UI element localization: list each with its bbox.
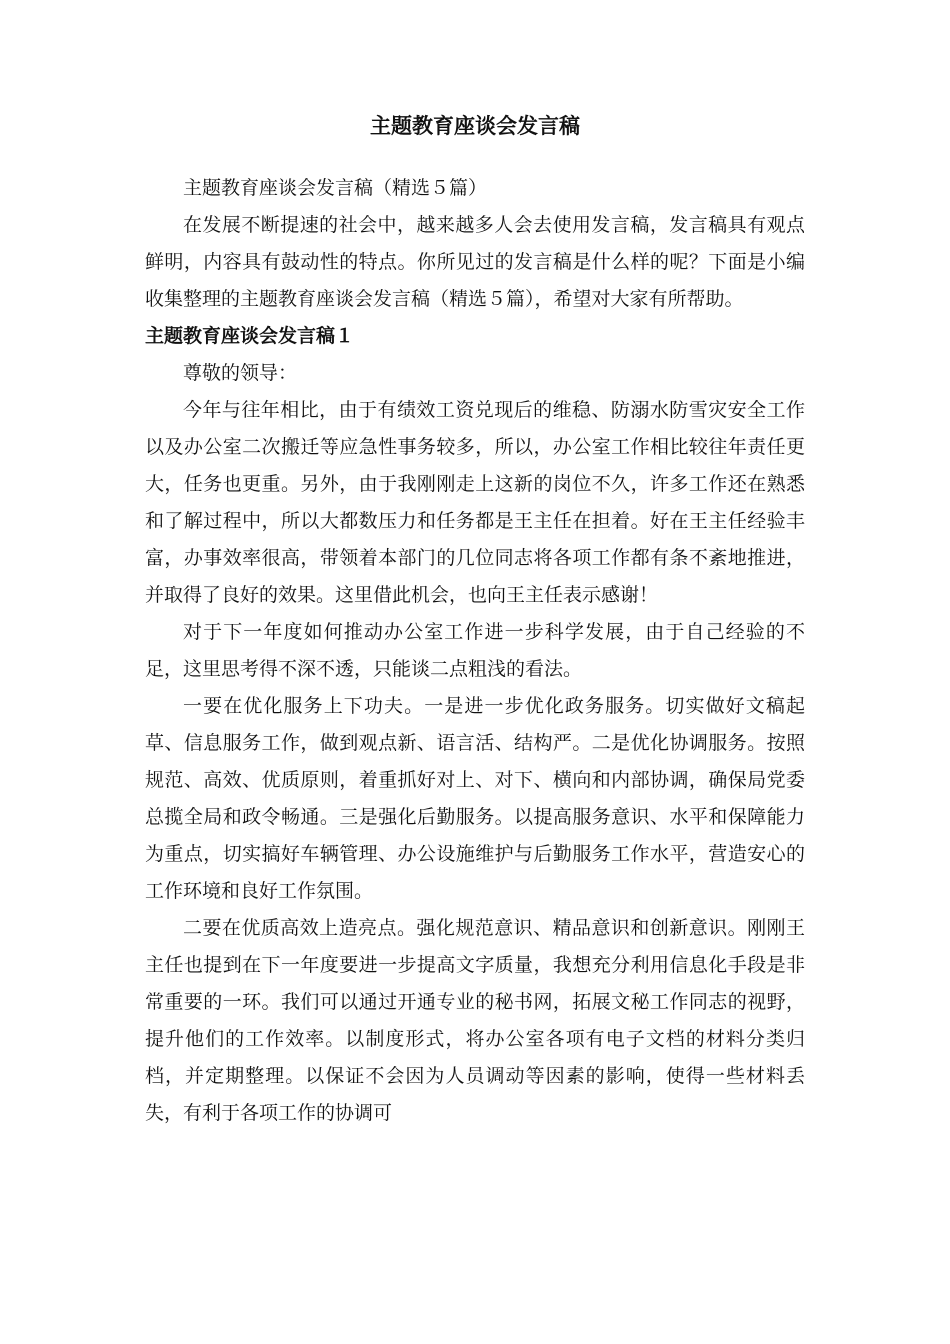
body-paragraph: 对于下一年度如何推动办公室工作进一步科学发展，由于自己经验的不足，这里思考得不深不透，只能谈二点粗浅的看法。 <box>145 621 805 680</box>
body-paragraph: 一要在优化服务上下功夫。一是进一步优化政务服务。切实做好文稿起草、信息服务工作，做到观点新、语言活、结构严。二是优化协调服务。按照规范、高效、优质原则，着重抓好对上、对下、横向和内部协调，确保局党委总揽全局和政令畅通。三是强化后勤服务。以提高服务意识、水平和保障能力为重点，切实搞好车辆管理、办公设施维护与后勤服务工作水平，营造安心的工作环境和良好工作氛围。 <box>145 695 805 902</box>
intro-paragraph: 在发展不断提速的社会中，越来越多人会去使用发言稿，发言稿具有观点鲜明，内容具有鼓动性的特点。你所见过的发言稿是什么样的呢？下面是小编收集整理的主题教育座谈会发言稿（精选５篇），希望对大家有所帮助。 <box>145 214 805 310</box>
body-paragraph: 二要在优质高效上造亮点。强化规范意识、精品意识和创新意识。刚刚王主任也提到在下一年度要进一步提高文字质量，我想充分利用信息化手段是非常重要的一环。我们可以通过开通专业的秘书网，拓展文秘工作同志的视野，提升他们的工作效率。以制度形式，将办公室各项有电子文档的材料分类归档，并定期整理。以保证不会因为人员调动等因素的影响，使得一些材料丢失，有利于各项工作的协调可 <box>145 917 805 1124</box>
body-paragraph: 今年与往年相比，由于有绩效工资兑现后的维稳、防溺水防雪灾安全工作以及办公室二次搬迁等应急性事务较多，所以，办公室工作相比较往年责任更大，任务也更重。另外，由于我刚刚走上这新的岗位不久，许多工作还在熟悉和了解过程中，所以大都数压力和任务都是王主任在担着。好在王主任经验丰富，办事效率很高，带领着本部门的几位同志将各项工作都有条不紊地推进，并取得了良好的效果。这里借此机会，也向王主任表示感谢！ <box>145 399 805 606</box>
section-heading: 主题教育座谈会发言稿１ <box>145 325 355 347</box>
salutation-paragraph: 尊敬的领导： <box>183 362 298 384</box>
document-body <box>145 170 805 1132</box>
document-title: 主题教育座谈会发言稿 <box>370 114 580 138</box>
subtitle-paragraph: 主题教育座谈会发言稿（精选５篇） <box>183 177 488 199</box>
